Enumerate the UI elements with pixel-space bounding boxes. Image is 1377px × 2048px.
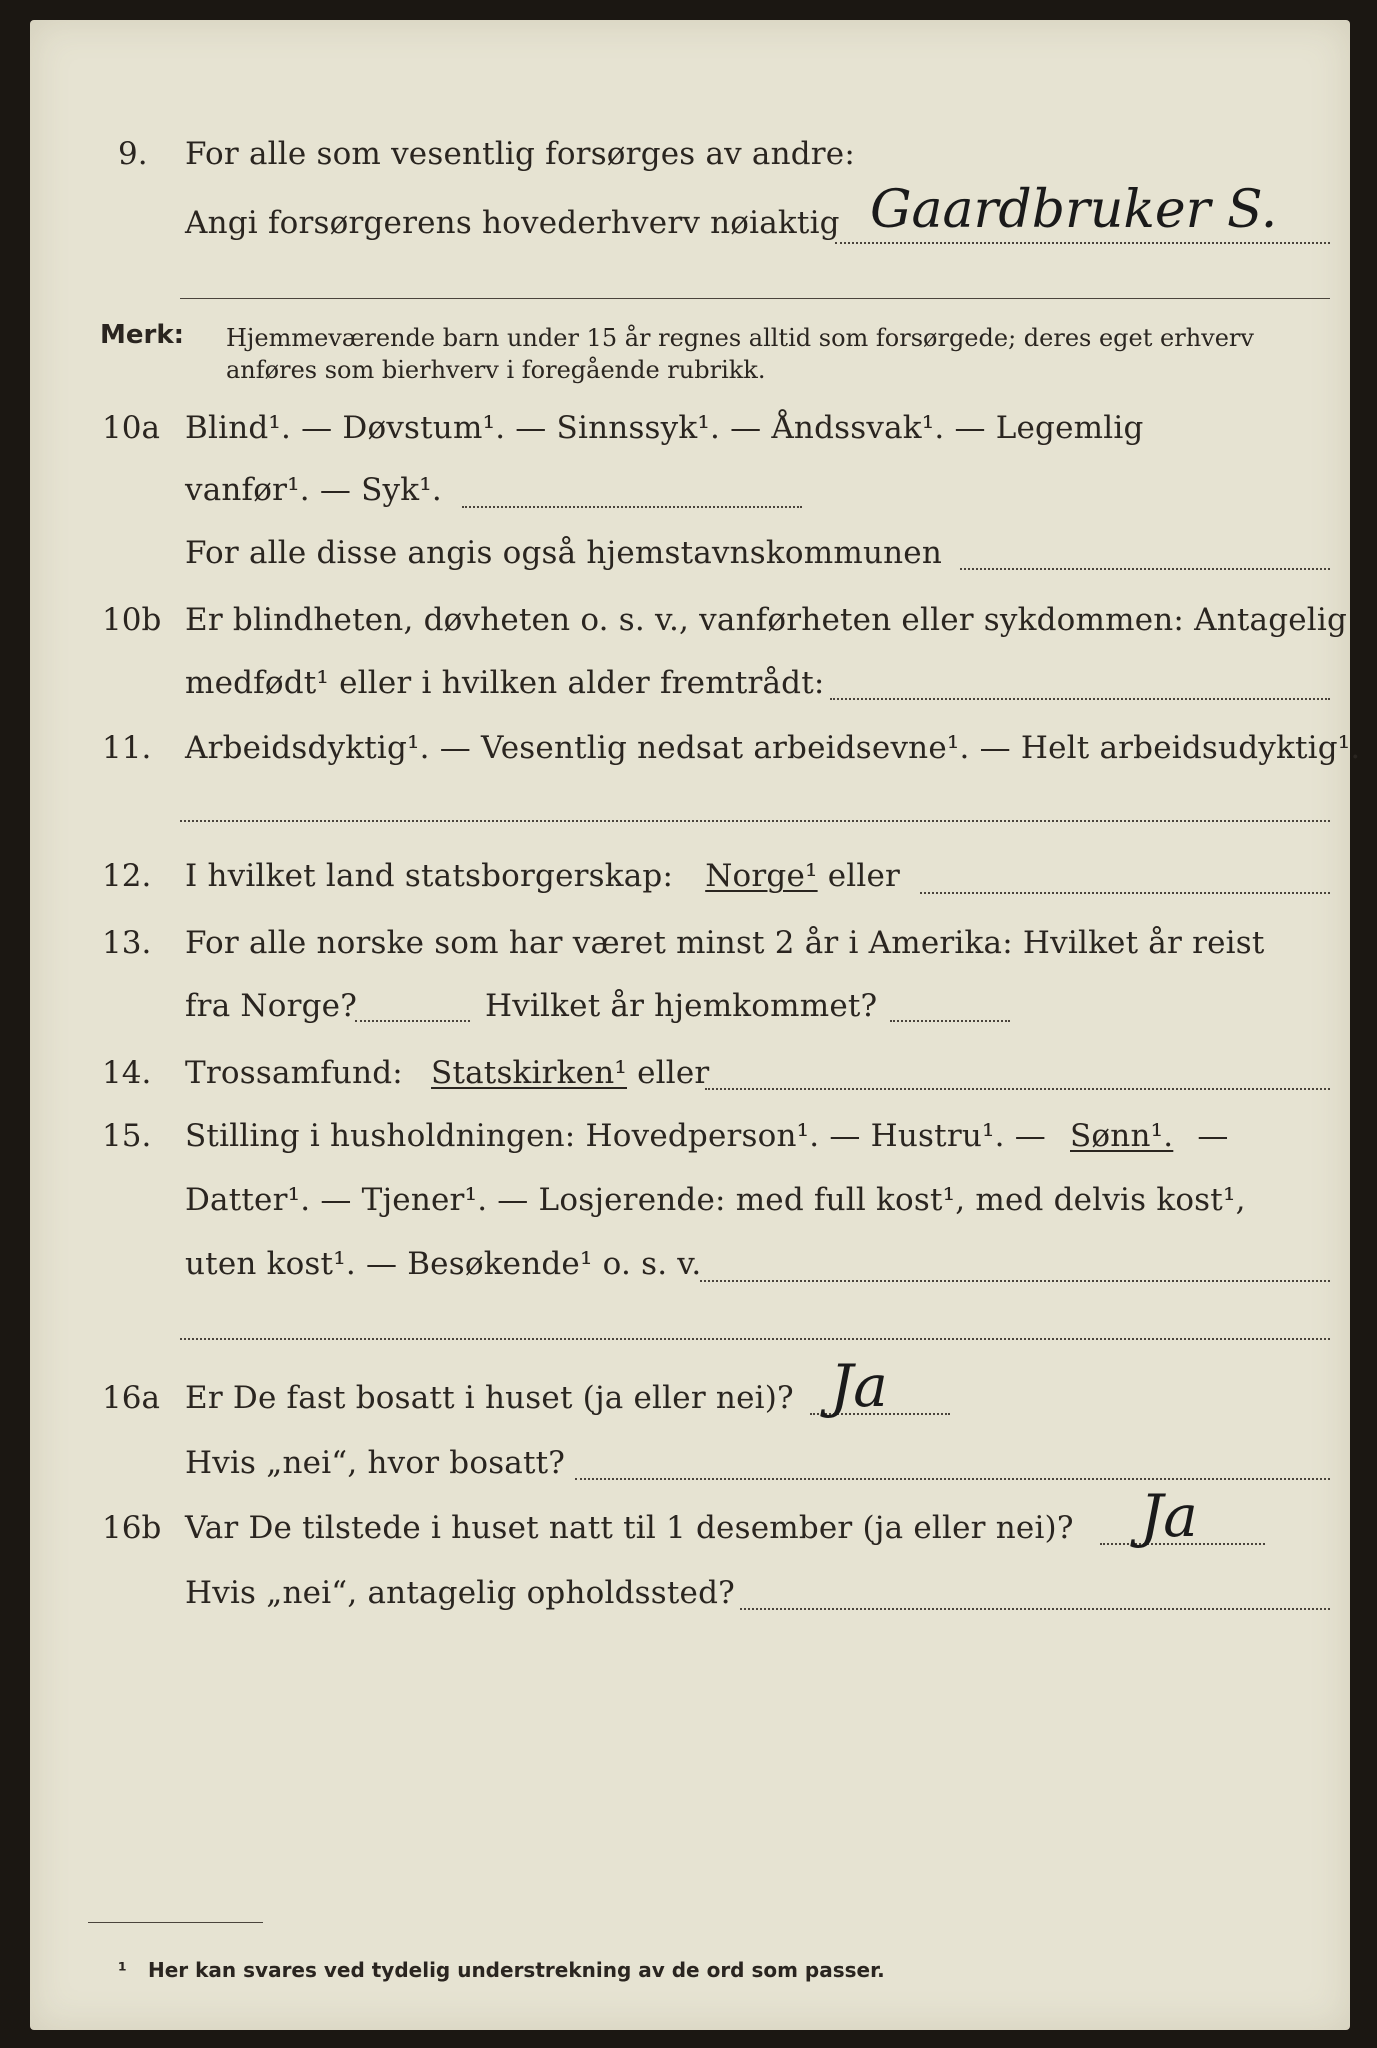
q15-line2: Datter¹. — Tjener¹. — Losjerende: med full kost¹, med delvis kost¹,	[185, 1182, 1246, 1218]
q9-line2: Angi forsørgerens hovederhverv nøiaktig	[185, 205, 840, 241]
q9-extra-line	[180, 298, 1330, 299]
q12-country-line	[920, 892, 1330, 894]
q13-number: 13.	[102, 925, 152, 961]
footnote-mark: ¹	[118, 1958, 127, 1982]
q15-line1	[185, 1118, 1229, 1154]
q10b-line2: medfødt¹ eller i hvilken alder fremtrådt:	[185, 665, 825, 701]
merk-line1: Hjemmeværende barn under 15 år regnes alltid som forsørgede; deres eget erhverv	[226, 324, 1254, 352]
q13-reist-line	[355, 1020, 470, 1022]
merk-line2: anføres som bierhverv i foregående rubrikk.	[226, 356, 766, 384]
q10a-syk-line	[462, 506, 802, 508]
q15-besokende-line	[700, 1280, 1330, 1282]
q9-answer-line	[835, 242, 1330, 244]
census-form-page	[30, 20, 1361, 2030]
q13-line1: For alle norske som har været minst 2 år i Amerika: Hvilket år reist	[185, 925, 1265, 961]
q14-text	[185, 1055, 709, 1091]
q15-sonn-underlined: Sønn¹.	[1070, 1118, 1174, 1154]
footnote-rule	[88, 1922, 263, 1923]
q10b-line1: Er blindheten, døvheten o. s. v., vanførheten eller sykdommen: Antagelig	[185, 602, 1348, 638]
q12-norge-underlined: Norge¹	[705, 858, 818, 894]
q9-number: 9.	[118, 136, 148, 172]
q12-number: 12.	[102, 858, 152, 894]
q10a-line1: Blind¹. — Døvstum¹. — Sinnssyk¹. — Åndssvak¹. — Legemlig	[185, 410, 1144, 446]
q15-line3: uten kost¹. — Besøkende¹ o. s. v.	[185, 1246, 702, 1282]
merk-label: Merk:	[100, 320, 185, 350]
q14-statskirken-underlined: Statskirken¹	[431, 1055, 627, 1091]
q12-eller: eller	[827, 858, 901, 894]
q16a-number: 16a	[102, 1380, 160, 1416]
q14-question: Trossamfund:	[185, 1055, 403, 1091]
q16b-handwritten-answer: Ja	[1140, 1482, 1198, 1550]
q10a-line2: vanfør¹. — Syk¹.	[185, 472, 442, 508]
q10a-number: 10a	[102, 410, 160, 446]
q14-trossamfund-line	[705, 1088, 1330, 1090]
q13-line2a: fra Norge?	[185, 988, 358, 1024]
q16a-bosatt-line	[575, 1478, 1330, 1480]
q16b-number: 16b	[102, 1510, 162, 1546]
q12-text	[185, 858, 900, 894]
q10b-number: 10b	[102, 602, 162, 638]
q13-line2b: Hvilket år hjemkommet?	[485, 988, 878, 1024]
q16a-handwritten-answer: Ja	[830, 1352, 888, 1420]
q11-extra-line	[180, 820, 1330, 822]
q9-handwritten-answer: Gaardbruker S.	[870, 180, 1278, 240]
q15-extra-line	[180, 1338, 1330, 1340]
q14-eller: eller	[637, 1055, 710, 1091]
q9-line1: For alle som vesentlig forsørges av andre:	[185, 136, 855, 172]
q16a-line2: Hvis „nei“, hvor bosatt?	[185, 1445, 566, 1481]
q15-line1-main: Stilling i husholdningen: Hovedperson¹. — Hustru¹. —	[185, 1118, 1046, 1154]
q10a-line3: For alle disse angis også hjemstavnskommunen	[185, 535, 942, 571]
q10a-kommune-line	[960, 568, 1330, 570]
q15-dash: —	[1197, 1118, 1229, 1154]
q16b-opholdssted-line	[740, 1608, 1330, 1610]
q15-number: 15.	[102, 1118, 152, 1154]
q16a-line1: Er De fast bosatt i huset (ja eller nei)?	[185, 1380, 794, 1416]
q12-question: I hvilket land statsborgerskap:	[185, 858, 674, 894]
footnote-text: Her kan svares ved tydelig understrekning av de ord som passer.	[148, 1958, 885, 1982]
q16b-line1: Var De tilstede i huset natt til 1 desember (ja eller nei)?	[185, 1510, 1074, 1546]
q10b-alder-line	[830, 698, 1330, 700]
q14-number: 14.	[102, 1055, 152, 1091]
q13-hjemkommet-line	[890, 1020, 1010, 1022]
q16b-line2: Hvis „nei“, antagelig opholdssted?	[185, 1575, 735, 1611]
q11-number: 11.	[102, 730, 152, 766]
q11-line1: Arbeidsdyktig¹. — Vesentlig nedsat arbeidsevne¹. — Helt arbeidsudyktig¹.	[185, 730, 1361, 766]
